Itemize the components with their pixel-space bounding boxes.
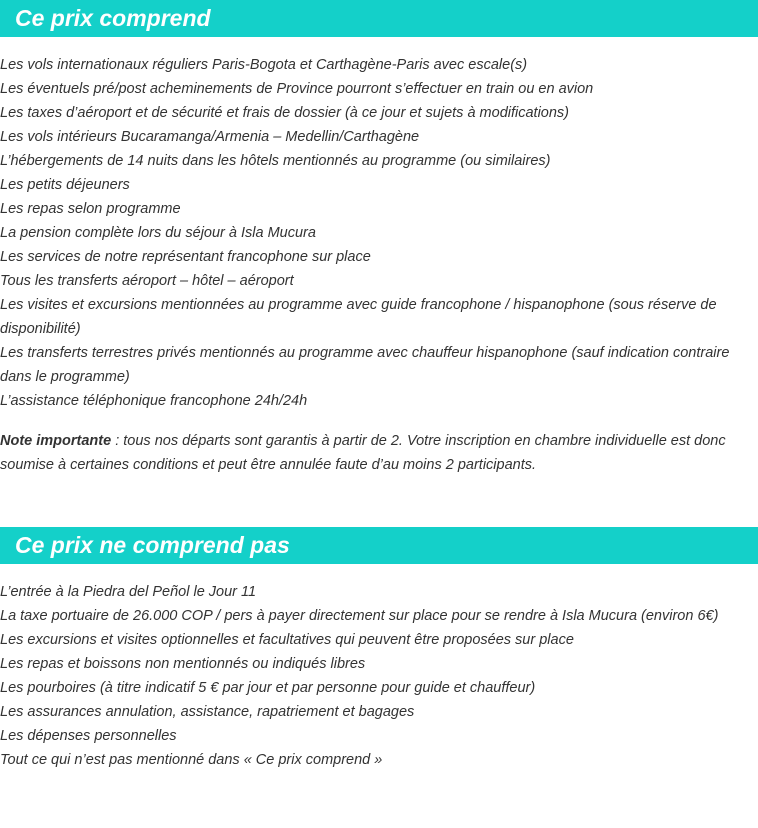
- excludes-list: [0, 580, 758, 772]
- list-item: Les pourboires (à titre indicatif 5 € par jour et par personne pour guide et chauffeur): [0, 680, 536, 696]
- list-item: La pension complète lors du séjour à Isla Mucura: [0, 225, 316, 241]
- list-item: Les vols intérieurs Bucaramanga/Armenia – Medellin/Carthagène: [0, 129, 420, 145]
- list-item: Les petits déjeuners: [0, 177, 130, 193]
- list-item: L’assistance téléphonique francophone 24h/24h: [0, 393, 308, 409]
- list-item: Les éventuels pré/post acheminements de Province pourront s’effectuer en train ou en avion: [0, 81, 594, 97]
- list-item: Les excursions et visites optionnelles et facultatives qui peuvent être proposées sur place: [0, 632, 574, 648]
- note-text: : tous nos départs sont garantis à partir de 2. Votre inscription en chambre individuelle est donc soumise à certaines conditions et peut être annulée faute d’au moins 2 participants.: [0, 433, 726, 473]
- list-item: L’hébergements de 14 nuits dans les hôtels mentionnés au programme (ou similaires): [0, 153, 551, 169]
- list-item: Les dépenses personnelles: [0, 728, 177, 744]
- includes-section-title: Ce prix comprend: [0, 0, 758, 37]
- list-item: Les services de notre représentant francophone sur place: [0, 249, 371, 265]
- list-item: Tout ce qui n’est pas mentionné dans « Ce prix comprend »: [0, 752, 383, 768]
- list-item: La taxe portuaire de 26.000 COP / pers à payer directement sur place pour se rendre à Isla Mucura (environ 6€): [0, 608, 719, 624]
- note-label: Note importante: [0, 433, 112, 449]
- list-item: L’entrée à la Piedra del Peñol le Jour 11: [0, 584, 257, 600]
- list-item: Les vols internationaux réguliers Paris-Bogota et Carthagène-Paris avec escale(s): [0, 57, 528, 73]
- list-item: Les taxes d’aéroport et de sécurité et frais de dossier (à ce jour et sujets à modifications): [0, 105, 570, 121]
- includes-list: [0, 53, 758, 413]
- list-item: Les visites et excursions mentionnées au programme avec guide francophone / hispanophone (sous réserve de disponibilité): [0, 297, 717, 337]
- list-item: Tous les transferts aéroport – hôtel – aéroport: [0, 273, 294, 289]
- excludes-section-title: Ce prix ne comprend pas: [0, 527, 758, 564]
- list-item: Les repas selon programme: [0, 201, 181, 217]
- important-note: [0, 429, 758, 477]
- list-item: Les transferts terrestres privés mentionnés au programme avec chauffeur hispanophone (sauf indication contraire dans le programme): [0, 345, 730, 385]
- list-item: Les repas et boissons non mentionnés ou indiqués libres: [0, 656, 366, 672]
- list-item: Les assurances annulation, assistance, rapatriement et bagages: [0, 704, 415, 720]
